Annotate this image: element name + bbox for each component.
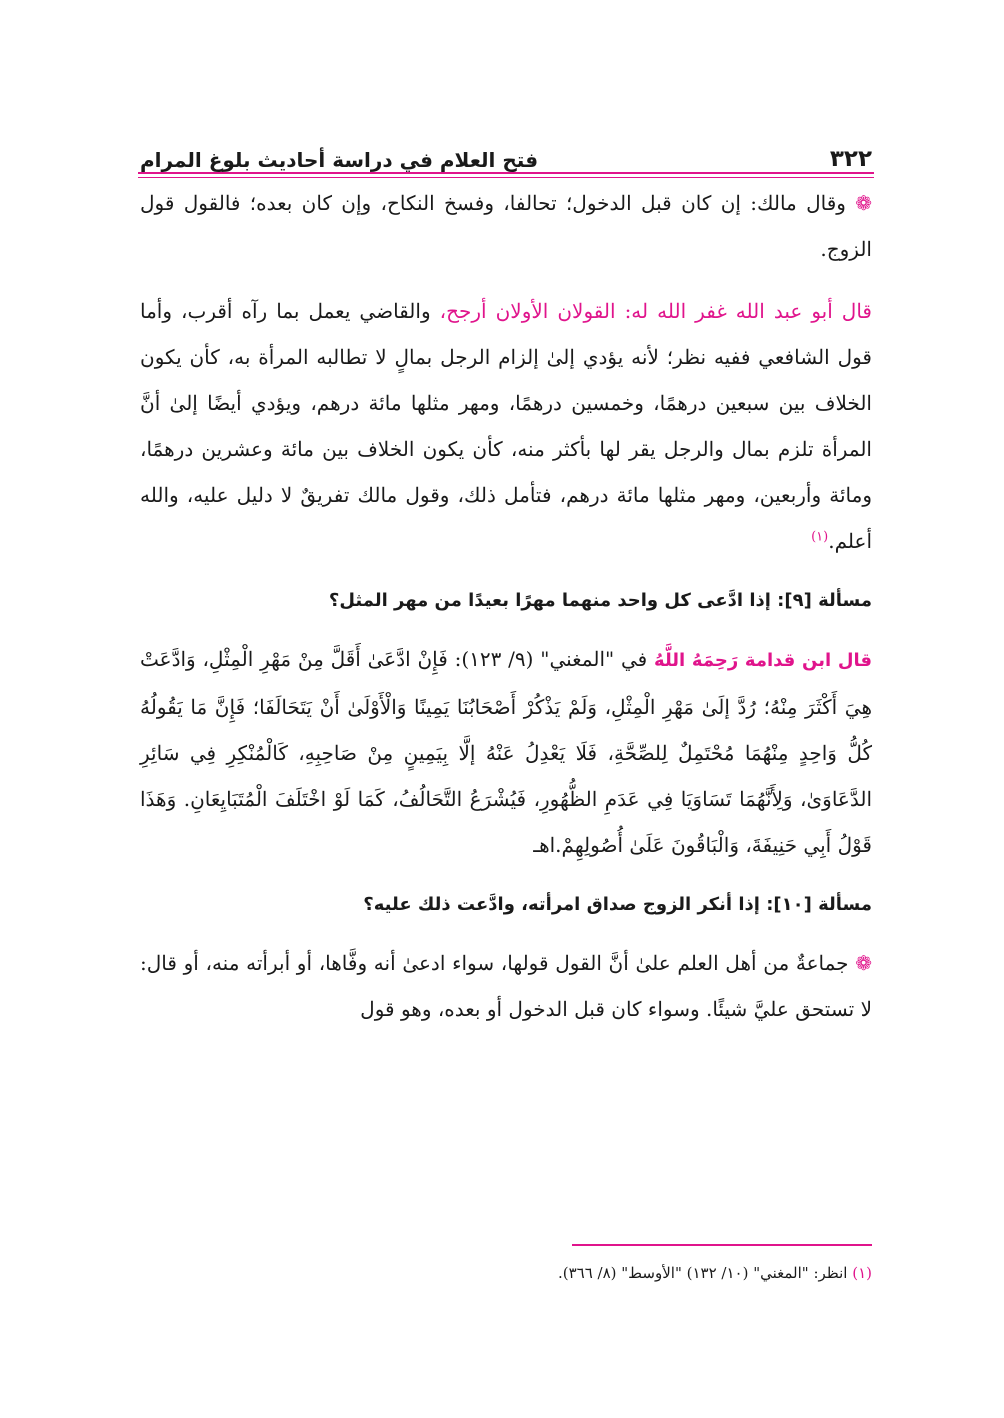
paragraph-text: جماعةٌ من أهل العلم علىٰ أنَّ القول قولها، سواء ادعىٰ أنه وفَّاها، أو أبرأته منه، أو قال: لا تستحق عليَّ شيئًا. وسواء كان قبل الدخول أو بعده، وهو قول <box>140 951 872 1021</box>
quote-text: فَإِنْ ادَّعَىٰ أَقَلَّ مِنْ مَهْرِ الْمِثْلِ، وَادَّعَتْ هِيَ أَكْثَرَ مِنْهُ؛ رُدَّ إلَىٰ مَهْرِ الْمِثْلِ، وَلَمْ يَذْكُرْ أَصْحَابُنَا يَمِينًا وَالْأَوْلَىٰ أَنْ يَتَحَالَفَا؛ فَإِنَّ مَا يَقُولُهُ كُلُّ وَاحِدٍ مِنْهُمَا مُحْتَمِلٌ لِلصِّحَّةِ، فَلَا يَعْدِلُ عَنْهُ إلَّا بِيَمِينٍ مِنْ صَاحِبِهِ، كَالْمُنْكِرِ فِي سَائِرِ الدَّعَاوَىٰ، وَلِأَنَّهُمَا تَسَاوَيَا فِي عَدَمِ الظُّهُورِ، فَيُشْرَعُ التَّحَالُفُ، كَمَا لَوْ اخْتَلَفَ الْمُتَبَايِعَانِ. وَهَذَا قَوْلُ أَبِي حَنِيفَةَ، وَالْبَاقُونَ عَلَىٰ أُصُولِهِمْ.اهـ <box>140 647 872 857</box>
rosette-icon: ❁ <box>855 951 872 975</box>
paragraph-text: وقال مالك: إن كان قبل الدخول؛ تحالفا، وفسخ النكاح، وإن كان بعده؛ فالقول قول الزوج. <box>140 191 872 261</box>
header-rule-thin <box>138 177 874 178</box>
page-header <box>140 122 872 172</box>
header-rule-thick <box>138 172 874 174</box>
footnote-mark: (١) <box>852 1264 872 1282</box>
paragraph-malik <box>140 180 872 272</box>
quote-source: في "المغني" (٩/ ١٢٣): <box>447 647 655 671</box>
paragraph-ibn-qudamah-quote <box>140 636 872 868</box>
author-intro: قال أبو عبد الله غفر الله له: القولان الأولان أرجح، <box>439 299 872 323</box>
book-title: فتح العلام في دراسة أحاديث بلوغ المرام <box>140 148 539 172</box>
footnote-separator <box>572 1244 872 1246</box>
footnote-reference: (١) <box>811 529 829 545</box>
paragraph-jamaah <box>140 940 872 1032</box>
rosette-icon: ❁ <box>855 191 873 215</box>
footnote-text: انظر: "المغني" (١٠/ ١٣٢) "الأوسط" (٨/ ٣٦٦). <box>557 1264 848 1282</box>
section-heading-masala-9: مسألة [٩]: إذا ادَّعى كل واحد منهما مهرًا بعيدًا من مهر المثل؟ <box>328 590 872 611</box>
section-heading-masala-10: مسألة [١٠]: إذا أنكر الزوج صداق امرأته، وادَّعت ذلك عليه؟ <box>363 894 872 915</box>
quote-author: قال ابن قدامة رَحِمَهُ اللَّهُ <box>654 650 873 671</box>
footnote <box>140 1260 872 1286</box>
paragraph-author-opinion <box>140 288 872 564</box>
page-number: ٣٢٢ <box>829 146 872 172</box>
paragraph-text: والقاضي يعمل بما رآه أقرب، وأما قول الشافعي ففيه نظر؛ لأنه يؤدي إلىٰ إلزام الرجل بمالٍ لا تطالبه المرأة به، كأن يكون الخلاف بين سبعين درهمًا، وخمسين درهمًا، ومهر مثلها مائة درهم، ويؤدي أيضًا إلىٰ أنَّ المرأة تلزم بمال والرجل يقر لها بأكثر منه، كأن يكون الخلاف بين مائة وعشرين درهمًا، ومائة وأربعين، ومهر مثلها مائة درهم، فتأمل ذلك، وقول مالك تفريقٌ لا دليل عليه، والله أعلم. <box>140 299 872 553</box>
main-text <box>140 180 872 1032</box>
